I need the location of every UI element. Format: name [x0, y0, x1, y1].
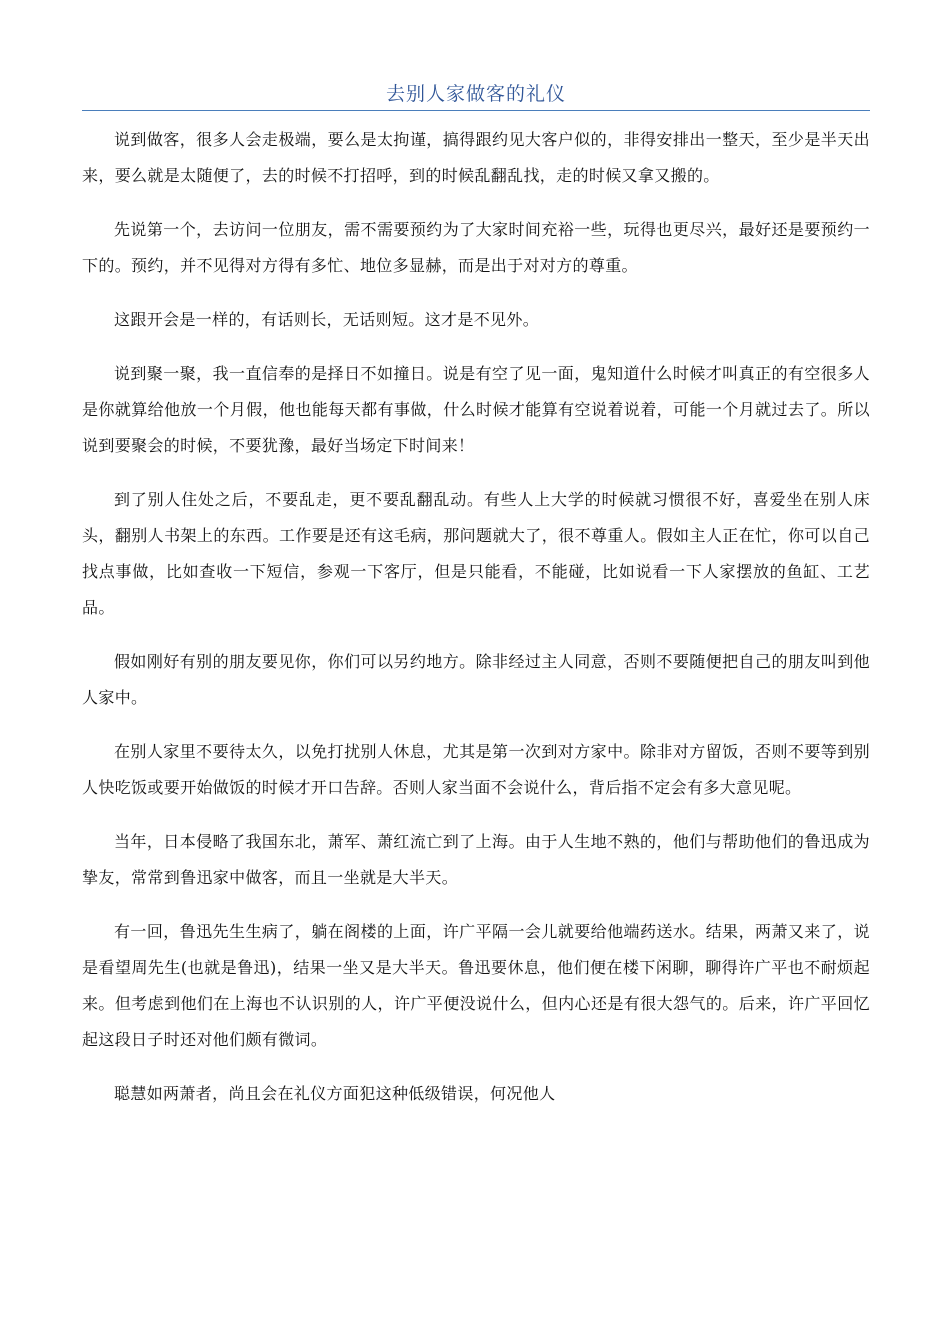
paragraph-9: 有一回，鲁迅先生生病了，躺在阁楼的上面，许广平隔一会儿就要给他端药送水。结果，两萧又来了，说是看望周先生(也就是鲁迅)，结果一坐又是大半天。鲁迅要休息，他们便在楼下闲聊，聊得许广平也不耐烦起来。但考虑到他们在上海也不认识别的人，许广平便没说什么，但内心还是有很大怨气的。后来，许广平回忆起这段日子时还对他们颇有微词。	[82, 922, 870, 1049]
paragraph-8: 当年，日本侵略了我国东北，萧军、萧红流亡到了上海。由于人生地不熟的，他们与帮助他们的鲁迅成为挚友，常常到鲁迅家中做客，而且一坐就是大半天。	[82, 832, 870, 887]
paragraph-10: 聪慧如两萧者，尚且会在礼仪方面犯这种低级错误，何况他人	[114, 1084, 556, 1103]
paragraph-7: 在别人家里不要待太久，以免打扰别人休息，尤其是第一次到对方家中。除非对方留饭，否则不要等到别人快吃饭或要开始做饭的时候才开口告辞。否则人家当面不会说什么，背后指不定会有多大意见呢。	[82, 742, 870, 797]
paragraph-5: 到了别人住处之后，不要乱走，更不要乱翻乱动。有些人上大学的时候就习惯很不好，喜爱坐在别人床头，翻别人书架上的东西。工作要是还有这毛病，那问题就大了，很不尊重人。假如主人正在忙，你可以自己找点事做，比如查收一下短信，参观一下客厅，但是只能看，不能碰，比如说看一下人家摆放的鱼缸、工艺品。	[82, 490, 870, 617]
paragraph-2: 先说第一个，去访问一位朋友，需不需要预约为了大家时间充裕一些，玩得也更尽兴，最好还是要预约一下的。预约，并不见得对方得有多忙、地位多显赫，而是出于对对方的尊重。	[82, 220, 870, 275]
title-rule	[82, 78, 870, 111]
document-body	[82, 122, 870, 1130]
paragraph-4: 说到聚一聚，我一直信奉的是择日不如撞日。说是有空了见一面，鬼知道什么时候才叫真正的有空很多人是你就算给他放一个月假，他也能每天都有事做，什么时候才能算有空说着说着，可能一个月就过去了。所以说到要聚会的时候，不要犹豫，最好当场定下时间来！	[82, 364, 870, 455]
paragraph-1: 说到做客，很多人会走极端，要么是太拘谨，搞得跟约见大客户似的，非得安排出一整天，至少是半天出来，要么就是太随便了，去的时候不打招呼，到的时候乱翻乱找，走的时候又拿又搬的。	[82, 130, 870, 185]
document-title: 去别人家做客的礼仪	[385, 83, 566, 105]
paragraph-3: 这跟开会是一样的，有话则长，无话则短。这才是不见外。	[114, 310, 540, 329]
paragraph-6: 假如刚好有别的朋友要见你，你们可以另约地方。除非经过主人同意，否则不要随便把自己的朋友叫到他人家中。	[82, 652, 870, 707]
